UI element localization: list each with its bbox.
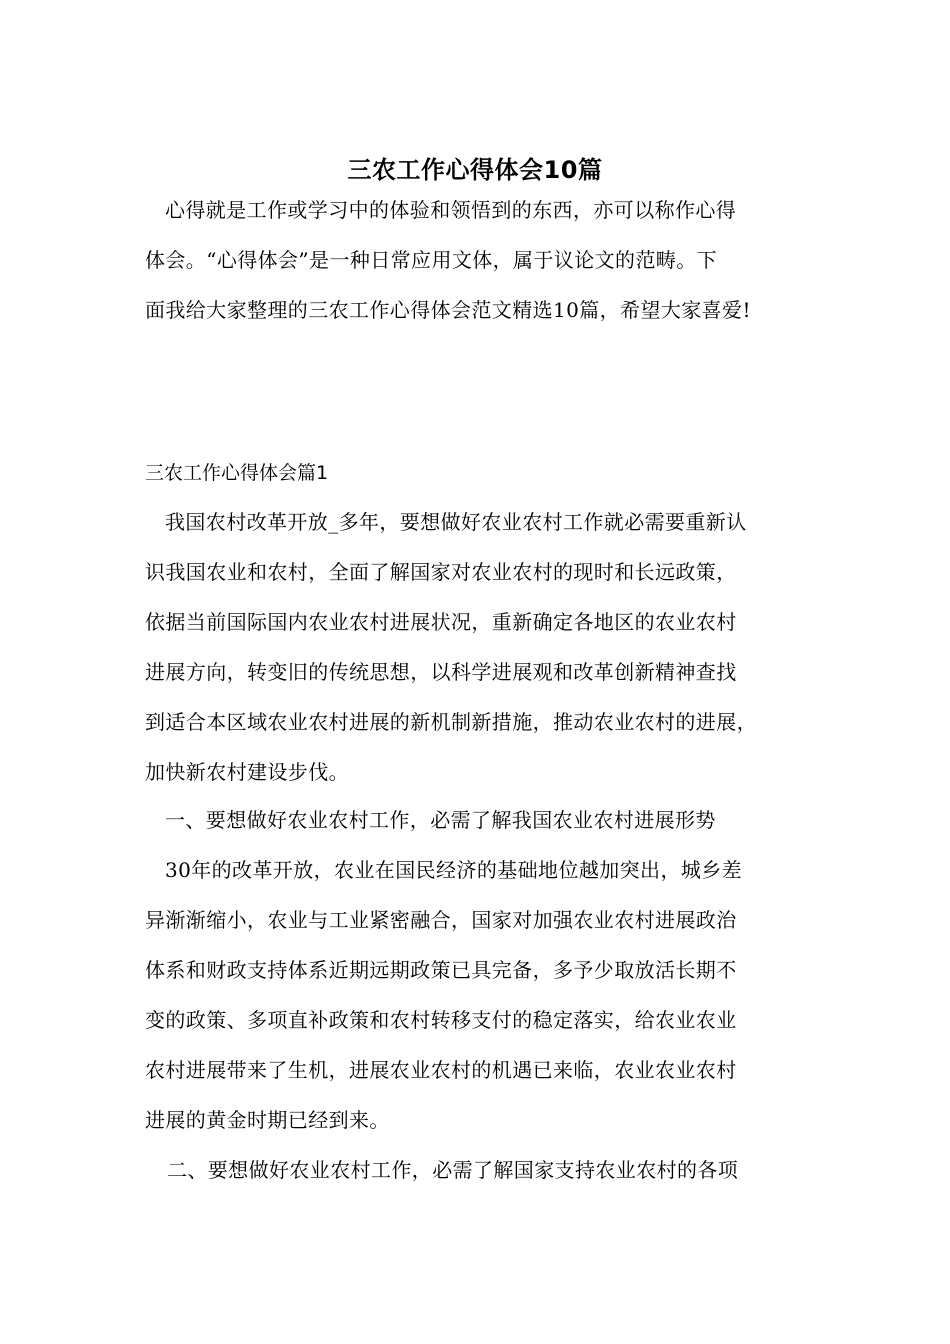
body-paragraph-2 [145, 845, 810, 1145]
point-1-heading-block [145, 795, 810, 845]
text-line: 异渐渐缩小，农业与工业紧密融合，国家对加强农业农村进展政治 [145, 908, 737, 932]
text-line: 进展的黄金时期已经到来。 [145, 1108, 390, 1132]
text-line: 依据当前国际国内农业农村进展状况，重新确定各地区的农业农村 [145, 610, 737, 634]
text-line: 心得就是工作或学习中的体验和领悟到的东西，亦可以称作心得 [165, 198, 737, 222]
intro-paragraph [145, 185, 810, 335]
point-2-heading-block [145, 1145, 810, 1195]
point-1-heading: 一、要想做好农业农村工作，必需了解我国农业农村进展形势 [165, 808, 716, 832]
document-title: 三农工作心得体会10篇 [347, 156, 603, 184]
text-line: 农村进展带来了生机，进展农业农村的机遇已来临，农业农业农村 [145, 1058, 737, 1082]
text-line: 加快新农村建设步伐。 [145, 760, 349, 784]
section-heading: 三农工作心得体会篇1 [145, 462, 329, 484]
point-2-heading: 二、要想做好农业农村工作，必需了解国家支持农业农村的各项 [167, 1158, 739, 1182]
text-line: 我国农村改革开放_多年，要想做好农业农村工作就必需要重新认 [165, 510, 747, 534]
text-line: 体系和财政支持体系近期远期政策已具完备，多予少取放活长期不 [145, 958, 737, 982]
text-line: 面我给大家整理的三农工作心得体会范文精选10篇，希望大家喜爱! [145, 298, 751, 322]
text-line: 体会。“心得体会”是一种日常应用文体，属于议论文的范畴。下 [145, 248, 718, 272]
body-paragraph-1 [145, 497, 810, 797]
text-line: 30年的改革开放，农业在国民经济的基础地位越加突出，城乡差 [165, 858, 743, 882]
text-line: 进展方向，转变旧的传统思想，以科学进展观和改革创新精神查找 [145, 660, 737, 684]
text-line: 识我国农业和农村，全面了解国家对农业农村的现时和长远政策， [145, 560, 737, 584]
text-line: 变的政策、多项直补政策和农村转移支付的稳定落实，给农业农业 [145, 1008, 737, 1032]
text-line: 到适合本区域农业农村进展的新机制新措施，推动农业农村的进展， [145, 710, 757, 734]
